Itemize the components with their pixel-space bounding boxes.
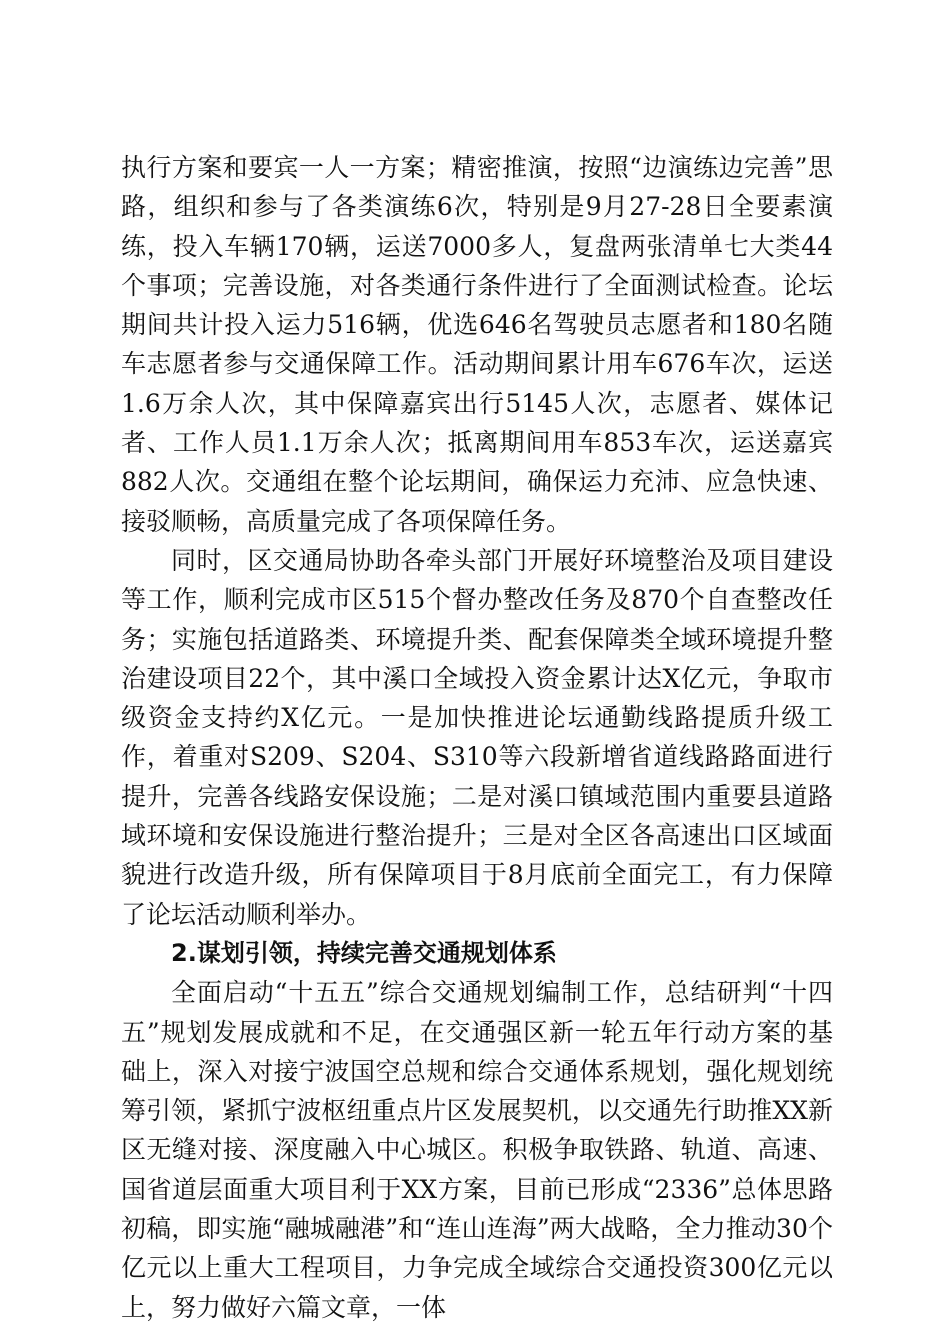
paragraph-planning-system: 全面启动“十五五”综合交通规划编制工作，总结研判“十四五”规划发展成就和不足，在交通强区新一轮五年行动方案的基础上，深入对接宁波国空总规和综合交通体系规划，强化规划统筹引领，紧抓宁波枢纽重点片区发展契机，以交通先行助推XX新区无缝对接、深度融入中心城区。积极争取铁路、轨道、高速、国省道层面重大项目利于XX方案，目前已形成“2336”总体思路初稿，即实施“融城融港”和“连山连海”两大战略，全力推动30个亿元以上重大工程项目，力争完成全域综合交通投资300亿元以上，努力做好六篇文章，一体 bbox=[121, 978, 833, 1322]
paragraph-environment-rectification: 同时，区交通局协助各牵头部门开展好环境整治及项目建设等工作，顺利完成市区515个督办整改任务及870个自查整改任务；实施包括道路类、环境提升类、配套保障类全域环境提升整治建设项目22个，其中溪口全域投入资金累计达X亿元，争取市级资金支持约X亿元。一是加快推进论坛通勤线路提质升级工作，着重对S209、S204、S310等六段新增省道线路路面进行提升，完善各线路安保设施；二是对溪口镇域范围内重要县道路域环境和安保设施进行整治提升；三是对全区各高速出口区域面貌进行改造升级，所有保障项目于8月底前全面完工，有力保障了论坛活动顺利举办。 bbox=[121, 545, 833, 929]
paragraph-continuation: 执行方案和要宾一人一方案；精密推演，按照“边演练边完善”思路，组织和参与了各类演练6次，特别是9月27-28日全要素演练，投入车辆170辆，运送7000多人，复盘两张清单七大类44个事项；完善设施，对各类通行条件进行了全面测试检查。论坛期间共计投入运力516辆，优选646名驾驶员志愿者和180名随车志愿者参与交通保障工作。活动期间累计用车676车次，运送1.6万余人次，其中保障嘉宾出行5145人次，志愿者、媒体记者、工作人员1.1万余人次；抵离期间用车853车次，运送嘉宾882人次。交通组在整个论坛期间，确保运力充沛、应急快速、接驳顺畅，高质量完成了各项保障任务。 bbox=[121, 153, 833, 536]
section-heading: 2.谋划引领，持续完善交通规划体系 bbox=[171, 938, 557, 967]
document-body bbox=[121, 148, 833, 1327]
